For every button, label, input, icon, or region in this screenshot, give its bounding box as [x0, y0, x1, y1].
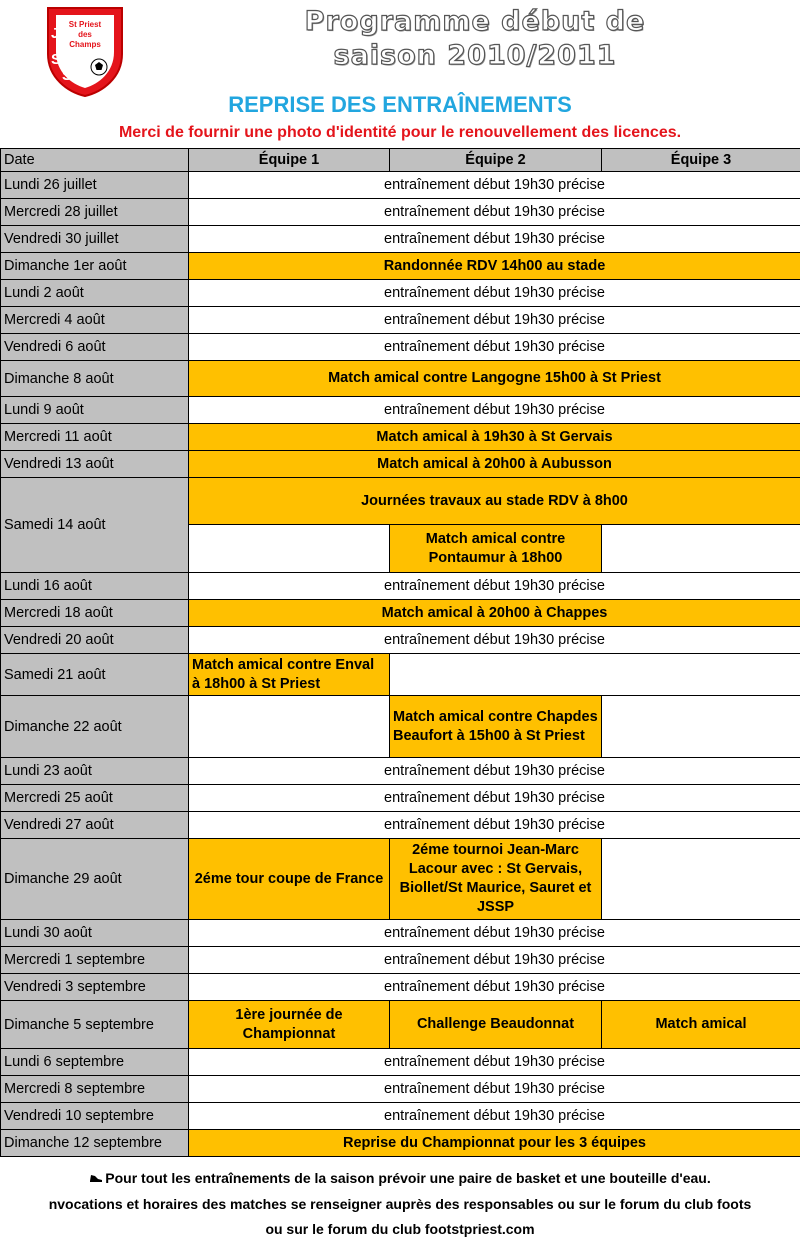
row-date: Mercredi 28 juillet — [1, 199, 189, 226]
row-date: Lundi 16 août — [1, 573, 189, 600]
row-date: Dimanche 5 septembre — [1, 1001, 189, 1049]
shoe-icon — [89, 1172, 103, 1184]
row-date: Mercredi 4 août — [1, 307, 189, 334]
page-subtitle: REPRISE DES ENTRAÎNEMENTS — [228, 92, 572, 117]
row-event: entraînement début 19h30 précise — [189, 199, 800, 226]
table-row — [1, 600, 800, 627]
table-row — [1, 1001, 800, 1049]
table-row — [1, 334, 800, 361]
table-row — [1, 397, 800, 424]
footer-line-2: nvocations et horaires des matches se renseigner auprès des responsables ou sur le forum du club foots — [48, 1196, 752, 1212]
row-event-equipe-2: Match amical contre Chapdes Beaufort à 15h00 à St Priest — [390, 696, 602, 758]
row-date: Vendredi 30 juillet — [1, 226, 189, 253]
table-row — [1, 696, 800, 758]
table-row — [1, 627, 800, 654]
row-event: entraînement début 19h30 précise — [189, 920, 800, 947]
table-row — [1, 1076, 800, 1103]
row-date: Vendredi 10 septembre — [1, 1103, 189, 1130]
row-event: entraînement début 19h30 précise — [189, 1049, 800, 1076]
row-date: Lundi 23 août — [1, 758, 189, 785]
club-logo — [42, 4, 128, 98]
header-equipe-1: Équipe 1 — [189, 149, 390, 172]
notice-text: Merci de fournir une photo d'identité pour le renouvellement des licences. — [118, 124, 682, 141]
row-event-equipe-2: Challenge Beaudonnat — [390, 1001, 602, 1049]
table-row — [1, 920, 800, 947]
empty-cell — [602, 696, 800, 758]
row-event-equipe-1: Match amical contre Enval à 18h00 à St Priest — [189, 654, 390, 696]
row-date: Dimanche 12 septembre — [1, 1130, 189, 1157]
row-date: Dimanche 22 août — [1, 696, 189, 758]
row-event: entraînement début 19h30 précise — [189, 627, 800, 654]
table-row — [1, 758, 800, 785]
empty-cell — [602, 839, 800, 920]
row-date: Dimanche 1er août — [1, 253, 189, 280]
table-row — [1, 361, 800, 397]
table-row — [1, 1103, 800, 1130]
header-date: Date — [1, 149, 189, 172]
svg-text:Champs: Champs — [69, 40, 101, 49]
row-event: entraînement début 19h30 précise — [189, 307, 800, 334]
svg-text:P: P — [80, 73, 91, 90]
row-event: Randonnée RDV 14h00 au stade — [189, 253, 800, 280]
table-row — [1, 573, 800, 600]
row-date: Mercredi 11 août — [1, 424, 189, 451]
footer-text-1: Pour tout les entraînements de la saison prévoir une paire de basket et une bouteille d'eau. — [105, 1170, 711, 1186]
table-row — [1, 1130, 800, 1157]
row-event: entraînement début 19h30 précise — [189, 172, 800, 199]
row-date: Vendredi 13 août — [1, 451, 189, 478]
row-date: Dimanche 29 août — [1, 839, 189, 920]
svg-text:J: J — [51, 25, 60, 42]
row-date: Samedi 14 août — [1, 478, 189, 573]
row-event: entraînement début 19h30 précise — [189, 397, 800, 424]
row-event: entraînement début 19h30 précise — [189, 226, 800, 253]
row-date: Lundi 30 août — [1, 920, 189, 947]
table-row — [1, 839, 800, 920]
empty-cell — [602, 525, 800, 573]
svg-text:St Priest: St Priest — [68, 20, 102, 29]
table-row — [1, 280, 800, 307]
table-header-row — [1, 149, 800, 172]
row-event-equipe-1: 1ère journée de Championnat — [189, 1001, 390, 1049]
row-event: Match amical à 20h00 à Aubusson — [189, 451, 800, 478]
table-row — [1, 226, 800, 253]
row-event: entraînement début 19h30 précise — [189, 280, 800, 307]
row-date: Mercredi 25 août — [1, 785, 189, 812]
row-event: entraînement début 19h30 précise — [189, 947, 800, 974]
row-date: Lundi 26 juillet — [1, 172, 189, 199]
row-date: Mercredi 1 septembre — [1, 947, 189, 974]
footer-line-1 — [0, 1170, 800, 1186]
row-event: entraînement début 19h30 précise — [189, 812, 800, 839]
row-event: Match amical contre Langogne 15h00 à St Priest — [189, 361, 800, 397]
row-event: entraînement début 19h30 précise — [189, 974, 800, 1001]
empty-cell — [189, 696, 390, 758]
schedule-table — [0, 148, 800, 1157]
row-date: Dimanche 8 août — [1, 361, 189, 397]
row-event: entraînement début 19h30 précise — [189, 1076, 800, 1103]
row-date: Lundi 9 août — [1, 397, 189, 424]
row-date: Vendredi 20 août — [1, 627, 189, 654]
title-line-2: saison 2010/2011 — [333, 40, 617, 71]
header-equipe-2: Équipe 2 — [390, 149, 602, 172]
empty-cell — [390, 654, 800, 696]
row-date: Vendredi 3 septembre — [1, 974, 189, 1001]
row-event-equipe-2: Match amical contre Pontaumur à 18h00 — [390, 525, 602, 573]
header — [0, 0, 800, 92]
row-date: Vendredi 6 août — [1, 334, 189, 361]
row-event: entraînement début 19h30 précise — [189, 1103, 800, 1130]
row-date: Mercredi 18 août — [1, 600, 189, 627]
header-equipe-3: Équipe 3 — [602, 149, 800, 172]
row-event: Reprise du Championnat pour les 3 équipes — [189, 1130, 800, 1157]
table-row — [1, 947, 800, 974]
table-row — [1, 172, 800, 199]
table-row — [1, 424, 800, 451]
svg-text:des: des — [78, 30, 92, 39]
row-date: Mercredi 8 septembre — [1, 1076, 189, 1103]
table-row — [1, 654, 800, 696]
table-row — [1, 812, 800, 839]
row-event: Match amical à 19h30 à St Gervais — [189, 424, 800, 451]
svg-text:S: S — [51, 51, 62, 68]
row-event-equipe-3: Match amical — [602, 1001, 800, 1049]
row-date: Lundi 2 août — [1, 280, 189, 307]
row-event-equipe-2: 2éme tournoi Jean-Marc Lacour avec : St Gervais, Biollet/St Maurice, Sauret et JSSP — [390, 839, 602, 920]
row-event: Match amical à 20h00 à Chappes — [189, 600, 800, 627]
svg-text:S: S — [62, 67, 73, 84]
title-line-1: Programme début de — [304, 6, 646, 37]
row-event: Journées travaux au stade RDV à 8h00 — [189, 478, 800, 525]
row-event: entraînement début 19h30 précise — [189, 785, 800, 812]
table-row — [1, 199, 800, 226]
row-event: entraînement début 19h30 précise — [189, 758, 800, 785]
row-date: Lundi 6 septembre — [1, 1049, 189, 1076]
row-event: entraînement début 19h30 précise — [189, 334, 800, 361]
table-row — [1, 451, 800, 478]
table-row — [1, 785, 800, 812]
row-event-equipe-1: 2éme tour coupe de France — [189, 839, 390, 920]
table-row — [1, 1049, 800, 1076]
table-row — [1, 478, 800, 525]
table-row — [1, 974, 800, 1001]
empty-cell — [189, 525, 390, 573]
table-row — [1, 307, 800, 334]
row-event: entraînement début 19h30 précise — [189, 573, 800, 600]
row-date: Samedi 21 août — [1, 654, 189, 696]
table-row — [1, 253, 800, 280]
row-date: Vendredi 27 août — [1, 812, 189, 839]
footer-line-3: ou sur le forum du club footstpriest.com — [265, 1221, 535, 1237]
